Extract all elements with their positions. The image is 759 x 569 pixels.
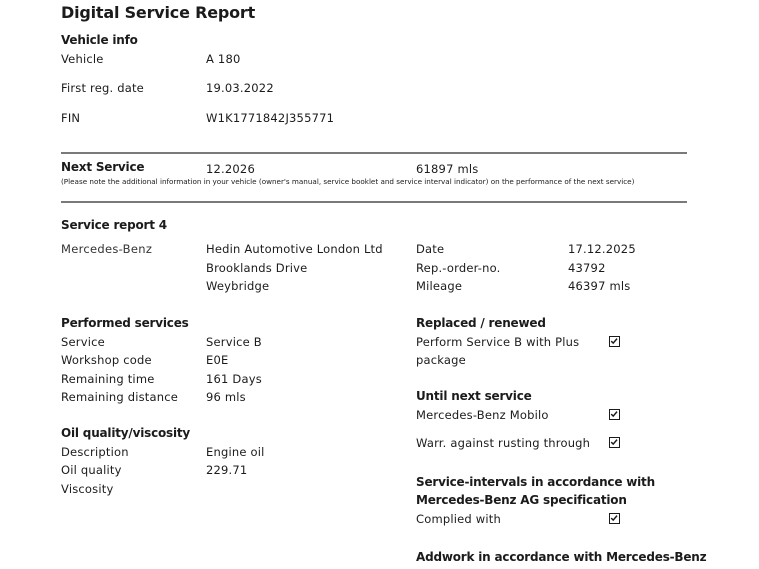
service-intervals-heading-line1: Service-intervals in accordance with — [416, 475, 655, 489]
vehicle-value: A 180 — [206, 52, 241, 66]
oil-quality-label: Oil quality — [61, 463, 122, 477]
check-icon — [610, 438, 618, 446]
remaining-time-value: 161 Days — [206, 372, 262, 386]
replaced-renewed-heading: Replaced / renewed — [416, 316, 546, 330]
addwork-heading: Addwork in accordance with Mercedes-Benz — [416, 550, 707, 564]
next-service-bottom-rule — [61, 201, 687, 203]
service-label: Service — [61, 335, 105, 349]
service-report-heading: Service report 4 — [61, 218, 167, 232]
mileage-value: 46397 mls — [568, 279, 631, 293]
replaced-item-checkbox — [609, 336, 620, 347]
dealer-name: Hedin Automotive London Ltd — [206, 242, 383, 256]
next-service-heading: Next Service — [61, 160, 145, 174]
next-service-mileage: 61897 mls — [416, 162, 479, 176]
rep-order-value: 43792 — [568, 261, 606, 275]
date-label: Date — [416, 242, 445, 256]
oil-quality-heading: Oil quality/viscosity — [61, 426, 191, 440]
check-icon — [610, 337, 618, 345]
rep-order-label: Rep.-order-no. — [416, 261, 501, 275]
fin-label: FIN — [61, 111, 81, 125]
date-value: 17.12.2025 — [568, 242, 636, 256]
description-label: Description — [61, 445, 129, 459]
rust-warranty-label: Warr. against rusting through — [416, 436, 591, 450]
workshop-code-label: Workshop code — [61, 353, 152, 367]
complied-with-checkbox — [609, 513, 620, 524]
vehicle-info-heading: Vehicle info — [61, 33, 138, 47]
next-service-top-rule — [61, 152, 687, 154]
dealer-town: Weybridge — [206, 279, 270, 293]
mobilo-checkbox — [609, 409, 620, 420]
remaining-distance-label: Remaining distance — [61, 390, 179, 404]
check-icon — [610, 514, 618, 522]
replaced-item-line1: Perform Service B with Plus — [416, 335, 580, 349]
next-service-date: 12.2026 — [206, 162, 255, 176]
first-reg-date-label: First reg. date — [61, 81, 144, 95]
performed-services-heading: Performed services — [61, 316, 189, 330]
next-service-note: (Please note the additional information in your vehicle (owner's manual, service booklet and service interval indicator) on the performance of the next service) — [61, 177, 635, 186]
first-reg-date-value: 19.03.2022 — [206, 81, 274, 95]
remaining-time-label: Remaining time — [61, 372, 155, 386]
vehicle-label: Vehicle — [61, 52, 104, 66]
check-icon — [610, 410, 618, 418]
mileage-label: Mileage — [416, 279, 463, 293]
brand-logo: Mercedes-Benz — [61, 242, 153, 256]
until-next-service-heading: Until next service — [416, 389, 532, 403]
mobilo-label: Mercedes-Benz Mobilo — [416, 408, 549, 422]
replaced-item-line2: package — [416, 353, 466, 367]
rust-warranty-checkbox — [609, 437, 620, 448]
viscosity-label: Viscosity — [61, 482, 114, 496]
complied-with-label: Complied with — [416, 512, 501, 526]
fin-value: W1K1771842J355771 — [206, 111, 335, 125]
description-value: Engine oil — [206, 445, 265, 459]
page-title: Digital Service Report — [61, 3, 256, 22]
oil-quality-value: 229.71 — [206, 463, 248, 477]
remaining-distance-value: 96 mls — [206, 390, 246, 404]
workshop-code-value: E0E — [206, 353, 229, 367]
dealer-street: Brooklands Drive — [206, 261, 308, 275]
service-value: Service B — [206, 335, 262, 349]
service-intervals-heading-line2: Mercedes-Benz AG specification — [416, 493, 627, 507]
